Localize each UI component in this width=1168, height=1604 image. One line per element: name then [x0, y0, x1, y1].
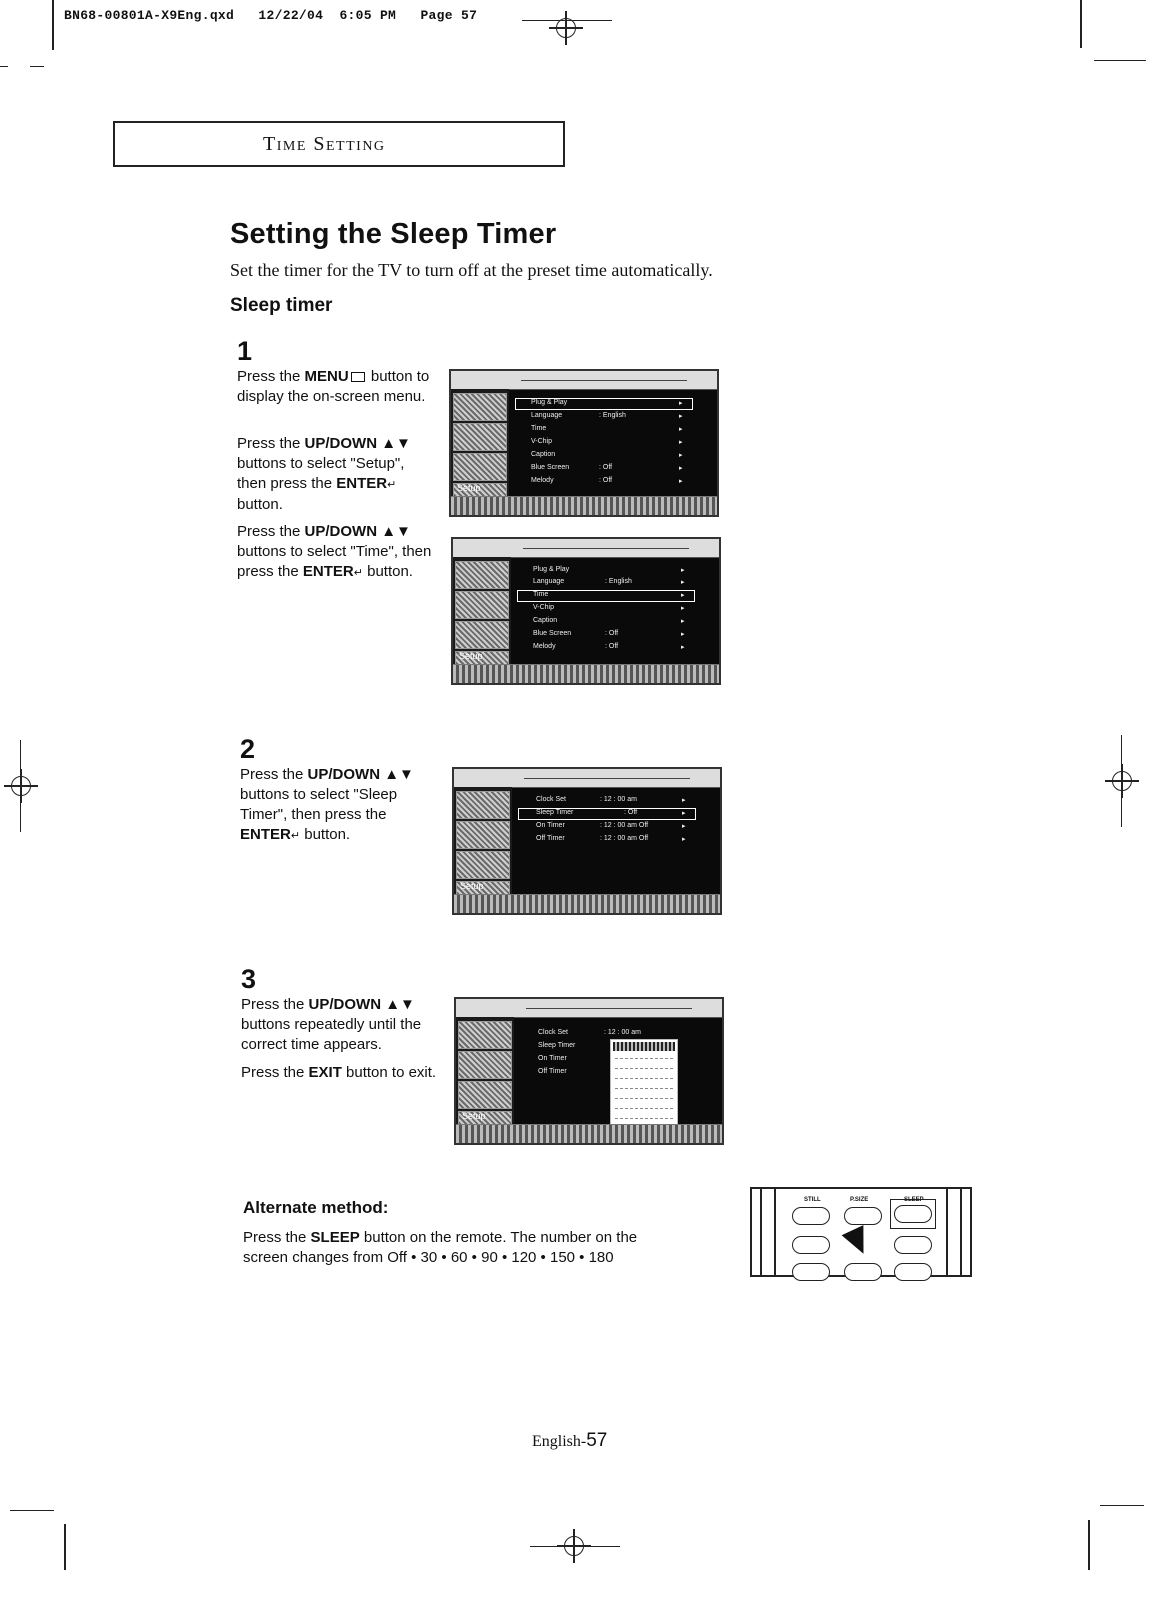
menu-item: Blue Screen	[531, 464, 570, 471]
screen-menu-label: Setup	[457, 483, 481, 493]
crop-mark	[1080, 0, 1082, 48]
section-title: Time Setting	[263, 133, 386, 155]
crop-mark	[1121, 735, 1122, 827]
registration-mark	[4, 769, 38, 803]
tv-screen-setup-menu-time: Setup Plug & Play Language : English Time V-Chip Caption Blue Screen : Off Melody : Off ▸ ▸ ▸ ▸ ▸ ▸ ▸	[451, 537, 721, 685]
page-title: Setting the Sleep Timer	[230, 218, 557, 250]
menu-item: Melody	[531, 477, 554, 484]
menu-value: : English	[605, 578, 632, 585]
crop-mark	[0, 66, 8, 67]
enter-icon: ↵	[353, 567, 363, 579]
menu-value: : Off	[605, 630, 619, 637]
menu-item: V-Chip	[531, 438, 553, 445]
menu-item: Melody	[533, 643, 556, 650]
pointer-arrow-icon	[842, 1225, 875, 1259]
menu-value: : Off	[599, 464, 613, 471]
step-3-paragraph-1: Press the UP/DOWN ▲▼ buttons repeatedly until the correct time appears.	[241, 996, 422, 1053]
remote-control-illustration	[750, 1187, 972, 1277]
remote-button	[894, 1236, 932, 1254]
remote-button	[792, 1236, 830, 1254]
enter-icon: ↵	[290, 830, 301, 842]
remote-button	[894, 1263, 932, 1281]
remote-label: STILL	[804, 1197, 821, 1203]
crop-mark	[64, 1524, 66, 1570]
remote-button	[792, 1263, 830, 1281]
remote-label: SLEEP	[904, 1197, 924, 1203]
step-number: 2	[240, 734, 256, 764]
tv-screen-setup-menu: Setup Plug & Play Language : English Time V-Chip Caption Blue Screen : Off Melody : Off ▸ ▸ ▸ ▸ ▸ ▸ ▸	[449, 369, 719, 517]
sleep-button	[894, 1205, 932, 1223]
menu-item: Language	[531, 412, 563, 419]
crop-mark	[530, 1546, 620, 1547]
menu-item: Off Timer	[536, 835, 565, 842]
menu-value: : Off	[599, 477, 613, 484]
section-header-box	[113, 121, 565, 167]
sleep-timer-dropdown	[610, 1039, 678, 1129]
menu-value: : 12 : 00 am Off	[600, 835, 649, 842]
menu-item: Time	[531, 425, 547, 432]
menu-item: Clock Set	[538, 1029, 568, 1036]
menu-value: : Off	[605, 643, 619, 650]
menu-item: Caption	[533, 617, 558, 624]
tv-screen-time-menu: Setup Clock Set : 12 : 00 am Sleep Timer : Off On Timer : 12 : 00 am Off Off Timer : 12 : 00 am Off ▸ ▸ ▸ ▸	[452, 767, 722, 915]
page-footer: English-57	[532, 1430, 608, 1451]
remote-label: P.SIZE	[850, 1197, 869, 1203]
menu-value: : 12 : 00 am	[600, 796, 637, 803]
crop-mark	[20, 740, 21, 832]
menu-value: : English	[599, 412, 626, 419]
crop-mark	[30, 66, 44, 67]
registration-mark	[1105, 764, 1139, 798]
psize-button	[844, 1207, 882, 1225]
menu-item: Sleep Timer	[538, 1042, 576, 1049]
menu-value: : 12 : 00 am Off	[600, 822, 649, 829]
menu-icon	[351, 372, 365, 382]
menu-item: Blue Screen	[533, 630, 572, 637]
menu-item: Time	[533, 591, 549, 598]
crop-mark	[52, 0, 54, 50]
menu-item: Language	[533, 578, 565, 585]
step-number: 3	[241, 964, 257, 994]
menu-item: V-Chip	[533, 604, 555, 611]
subsection-title: Sleep timer	[230, 295, 333, 316]
menu-item: Sleep Timer	[536, 809, 574, 816]
print-slug: BN68-00801A-X9Eng.qxd 12/22/04 6:05 PM Page 57	[64, 8, 478, 23]
step-1-paragraph-3: Press the UP/DOWN ▲▼ buttons to select "Time", then press the ENTER↵ button.	[237, 523, 432, 580]
screen-menu-label: Setup	[460, 881, 484, 891]
registration-mark	[549, 11, 583, 45]
menu-item: On Timer	[536, 822, 565, 829]
alternate-method-text: Press the SLEEP button on the remote. The number on the screen changes from Off • 30 • 60 • 90 • 120 • 150 • 180	[243, 1229, 638, 1266]
screen-menu-label: Setup	[462, 1111, 486, 1121]
menu-item: Off Timer	[538, 1068, 567, 1075]
menu-value: : 12 : 00 am	[604, 1029, 641, 1036]
screen-menu-label: Setup	[459, 651, 483, 661]
enter-icon: ↵	[387, 479, 397, 491]
crop-mark	[1100, 1505, 1144, 1506]
crop-mark	[10, 1510, 54, 1511]
menu-item: Clock Set	[536, 796, 566, 803]
crop-mark	[1088, 1520, 1090, 1570]
tv-screen-sleep-dropdown	[454, 997, 724, 1145]
crop-mark	[1094, 60, 1146, 61]
step-2-paragraph-1: Press the UP/DOWN ▲▼ buttons to select "Sleep Timer", then press the ENTER↵ button.	[240, 766, 414, 843]
alternate-method-heading: Alternate method:	[243, 1198, 389, 1217]
step-1-paragraph-2: Press the UP/DOWN ▲▼ buttons to select "Setup", then press the ENTER↵ button.	[237, 435, 411, 513]
menu-item: Caption	[531, 451, 556, 458]
menu-item: Plug & Play	[531, 399, 568, 406]
step-number: 1	[237, 336, 253, 366]
menu-item: On Timer	[538, 1055, 567, 1062]
intro-text: Set the timer for the TV to turn off at the preset time automatically.	[230, 260, 713, 280]
step-1-paragraph-1: Press the MENU button to display the on-screen menu.	[237, 368, 430, 405]
still-button	[792, 1207, 830, 1225]
remote-button	[844, 1263, 882, 1281]
step-3-paragraph-2: Press the EXIT button to exit.	[241, 1064, 437, 1081]
menu-item: Plug & Play	[533, 566, 570, 573]
menu-value: : Off	[624, 809, 638, 816]
